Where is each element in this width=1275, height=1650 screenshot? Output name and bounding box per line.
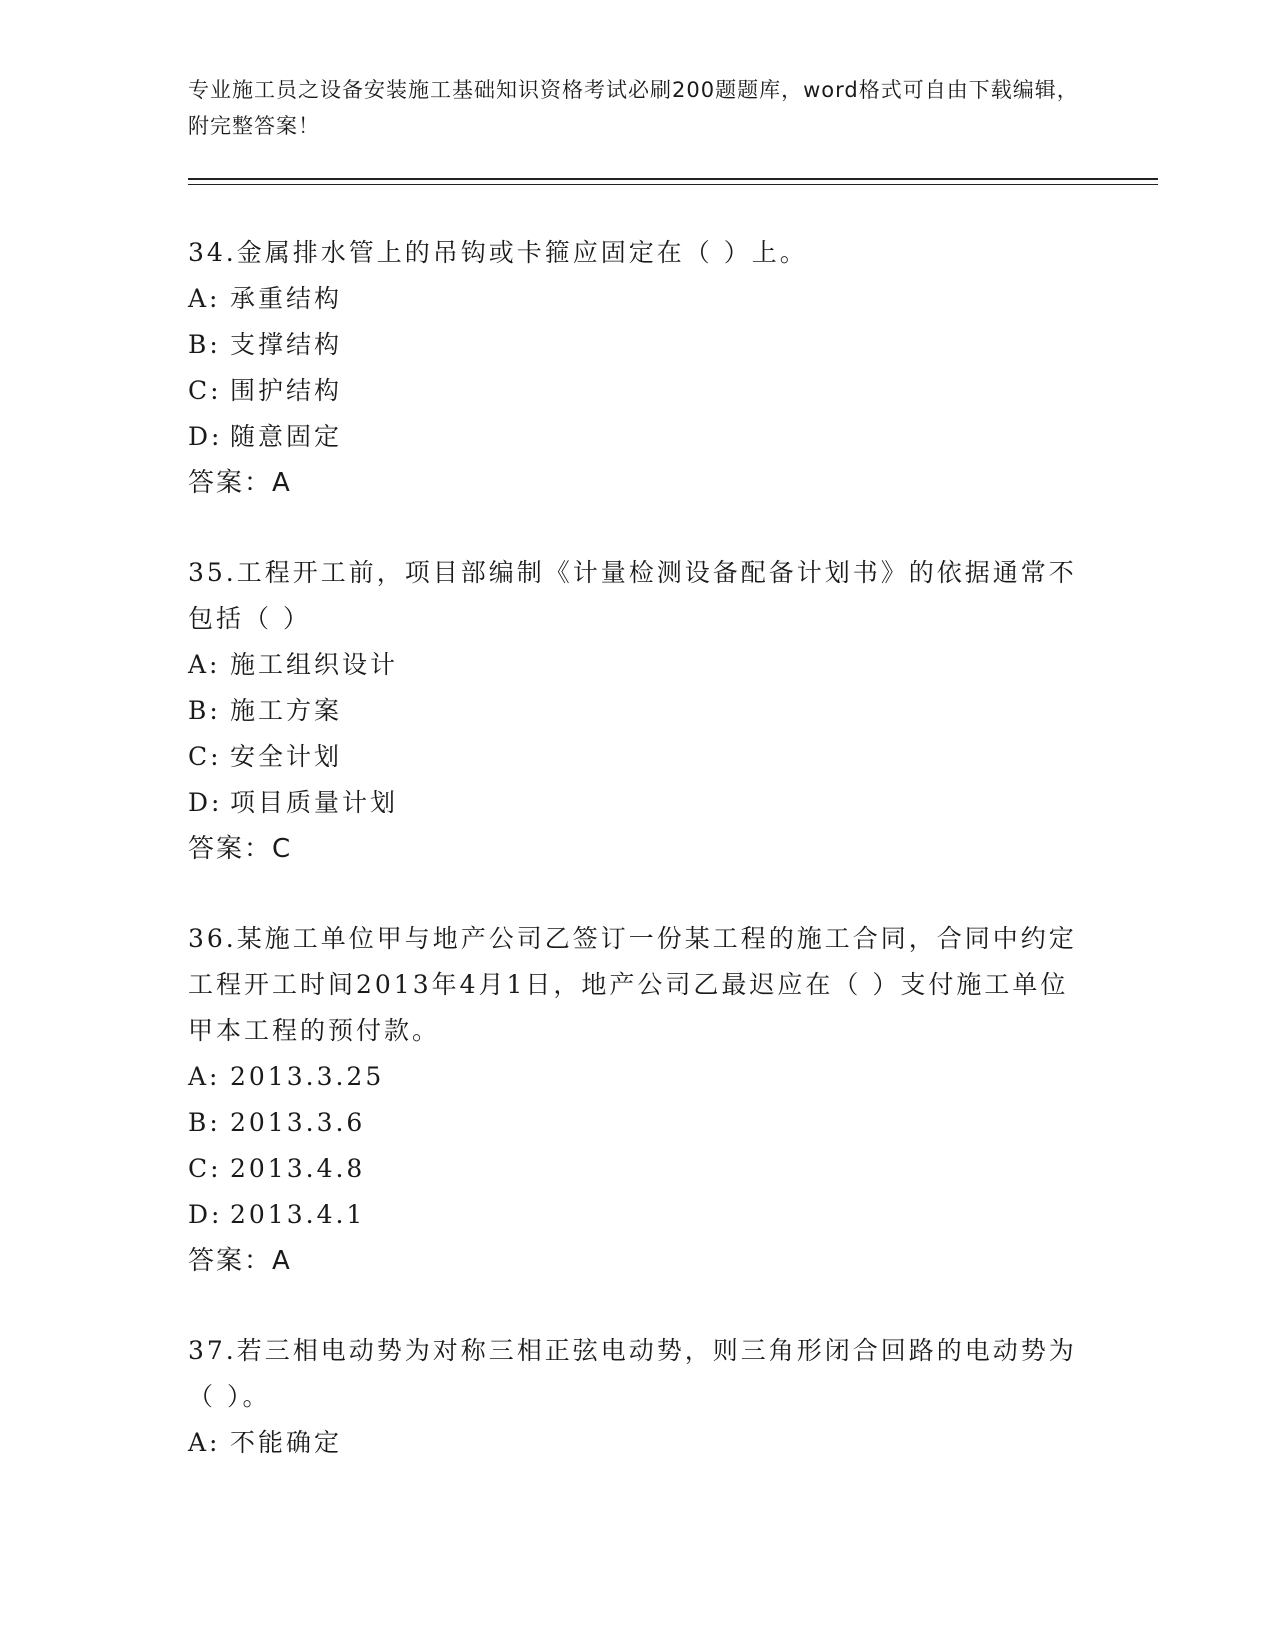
option-text: 不能确定 bbox=[230, 1428, 343, 1457]
question-item bbox=[188, 916, 1088, 1284]
option-d bbox=[188, 414, 1088, 460]
question-text: 35.工程开工前，项目部编制《计量检测设备配备计划书》的依据通常不包括（ ） bbox=[188, 558, 1077, 633]
option-letter: B: bbox=[188, 330, 221, 359]
option-letter: A: bbox=[188, 1062, 221, 1091]
option-a bbox=[188, 1420, 1088, 1466]
question-item bbox=[188, 1328, 1088, 1466]
option-letter: A: bbox=[188, 650, 221, 679]
option-text: 围护结构 bbox=[230, 376, 343, 405]
option-text: 项目质量计划 bbox=[230, 788, 399, 817]
answer-line: 答案：A bbox=[188, 1246, 292, 1276]
option-b bbox=[188, 322, 1088, 368]
option-d bbox=[188, 1192, 1088, 1238]
option-letter: C: bbox=[188, 376, 222, 405]
option-letter: A: bbox=[188, 284, 221, 313]
option-letter: B: bbox=[188, 696, 221, 725]
option-a bbox=[188, 642, 1088, 688]
question-text: 34.金属排水管上的吊钩或卡箍应固定在（ ）上。 bbox=[188, 238, 808, 267]
answer-line: 答案：A bbox=[188, 468, 292, 498]
option-letter: D: bbox=[188, 788, 223, 817]
option-text: 安全计划 bbox=[230, 742, 343, 771]
option-d bbox=[188, 780, 1088, 826]
option-text: 施工方案 bbox=[230, 696, 343, 725]
option-text: 2013.4.1 bbox=[230, 1200, 366, 1229]
option-letter: D: bbox=[188, 1200, 223, 1229]
question-item bbox=[188, 550, 1088, 872]
question-text: 37.若三相电动势为对称三相正弦电动势，则三角形闭合回路的电动势为（ ）。 bbox=[188, 1336, 1077, 1411]
answer-line: 答案：C bbox=[188, 834, 293, 864]
option-text: 2013.3.25 bbox=[230, 1062, 385, 1091]
option-c bbox=[188, 734, 1088, 780]
option-a bbox=[188, 276, 1088, 322]
option-text: 承重结构 bbox=[230, 284, 343, 313]
option-letter: C: bbox=[188, 742, 222, 771]
option-letter: B: bbox=[188, 1108, 221, 1137]
option-text: 随意固定 bbox=[230, 422, 343, 451]
option-text: 施工组织设计 bbox=[230, 650, 399, 679]
option-letter: C: bbox=[188, 1154, 222, 1183]
option-b bbox=[188, 1100, 1088, 1146]
document-header: 专业施工员之设备安装施工基础知识资格考试必刷200题题库，word格式可自由下载编辑，附完整答案！ bbox=[188, 78, 1079, 138]
option-text: 支撑结构 bbox=[230, 330, 343, 359]
option-text: 2013.3.6 bbox=[230, 1108, 366, 1137]
question-list bbox=[188, 230, 1088, 1510]
question-item bbox=[188, 230, 1088, 506]
option-letter: A: bbox=[188, 1428, 221, 1457]
option-b bbox=[188, 688, 1088, 734]
header-divider-thin bbox=[188, 184, 1158, 185]
option-a bbox=[188, 1054, 1088, 1100]
question-text: 36.某施工单位甲与地产公司乙签订一份某工程的施工合同，合同中约定工程开工时间2013年4月1日，地产公司乙最迟应在（ ）支付施工单位甲本工程的预付款。 bbox=[188, 924, 1077, 1045]
header-divider-thick bbox=[188, 178, 1158, 180]
option-c bbox=[188, 1146, 1088, 1192]
option-letter: D: bbox=[188, 422, 223, 451]
option-text: 2013.4.8 bbox=[230, 1154, 366, 1183]
option-c bbox=[188, 368, 1088, 414]
